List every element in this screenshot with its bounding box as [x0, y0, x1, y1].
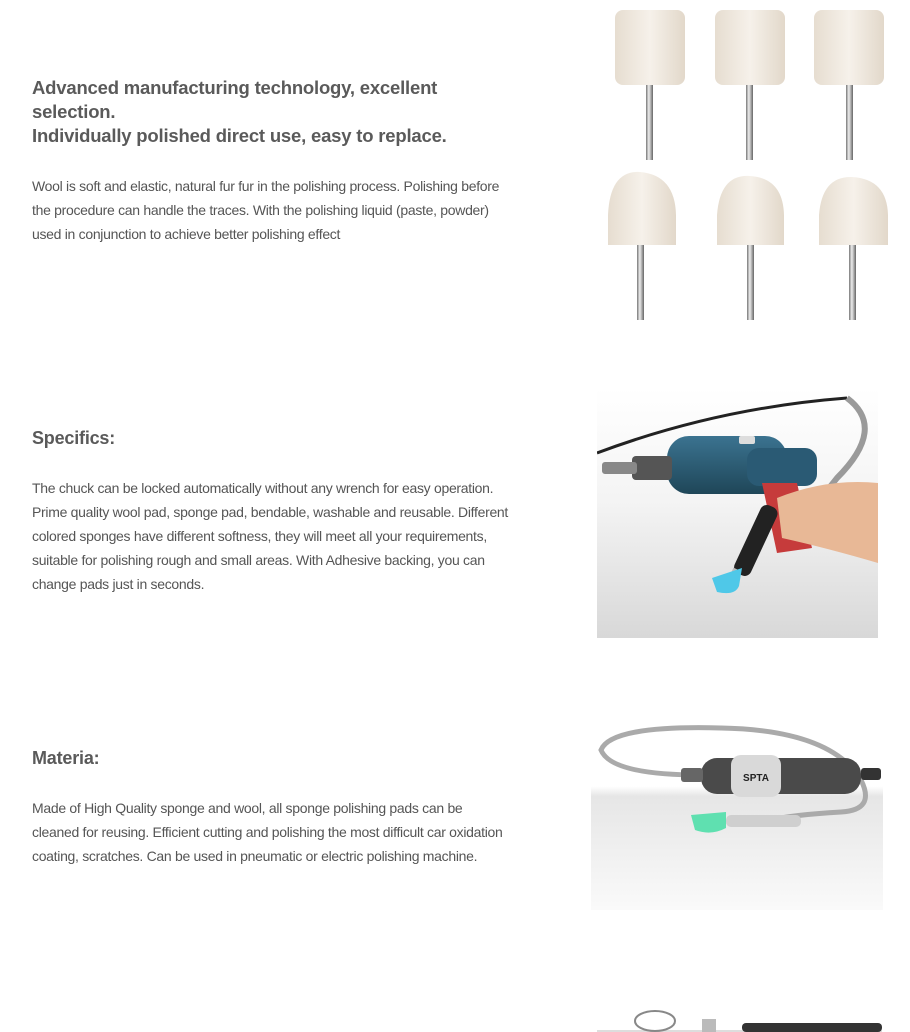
- bullet-head-1: [608, 172, 676, 320]
- cylinder-head-3: [814, 10, 884, 160]
- wool-polishing-heads-image: [600, 0, 895, 330]
- tool-brand-label: SPTA: [743, 773, 769, 784]
- cylinder-head-1: [615, 10, 685, 160]
- section-wool-heads: [0, 0, 910, 340]
- bullet-head-3: [819, 177, 888, 320]
- green-sponge-pad: [691, 812, 726, 833]
- section-specifics: [0, 380, 910, 660]
- section-3-body: Made of High Quality sponge and wool, all sponge polishing pads can be cleaned for reusing. Efficient cutting and polishing the most difficult car oxidation coating, scratches. Can be used in pneumatic or electric polishing machine.: [32, 800, 503, 864]
- section-1-heading: [32, 76, 512, 148]
- section-3-heading: Materia:: [32, 748, 100, 768]
- bullet-head-2: [717, 176, 784, 320]
- rotary-tool-with-flex-shaft-icon: [591, 720, 883, 910]
- section-next-partial: [0, 1005, 910, 1032]
- drill-with-flex-shaft-icon: [597, 388, 878, 638]
- cylinder-head-2: [715, 10, 785, 160]
- section-3-text: [32, 746, 512, 868]
- section-2-heading: Specifics:: [32, 428, 116, 448]
- section-1-heading-line-1: Advanced manufacturing technology, excellent selection.: [32, 77, 438, 122]
- section-1-heading-line-2: Individually polished direct use, easy to replace.: [32, 125, 447, 146]
- drill-flex-shaft-image: [597, 388, 878, 638]
- section-1-body: Wool is soft and elastic, natural fur fur in the polishing process. Polishing before the procedure can handle the traces. With the polishing liquid (paste, powder) used in conjunction to achieve better polishing effect: [32, 178, 500, 242]
- section-2-body: The chuck can be locked automatically without any wrench for easy operation. Prime quality wool pad, sponge pad, bendable, washable and reusable. Different colored sponges have different softness, they will meet all your requirements, suitable for polishing rough and small areas. With Adhesive backing, you can change pads just in seconds.: [32, 480, 509, 592]
- rotary-tool-image: [591, 720, 883, 910]
- section-materia: [0, 700, 910, 940]
- rotary-tool-body: [681, 755, 881, 797]
- next-product-image-icon: [597, 1005, 882, 1032]
- section-2-text: [32, 426, 512, 596]
- wool-polishing-heads-icon: [600, 0, 895, 330]
- section-1-text: [32, 76, 512, 246]
